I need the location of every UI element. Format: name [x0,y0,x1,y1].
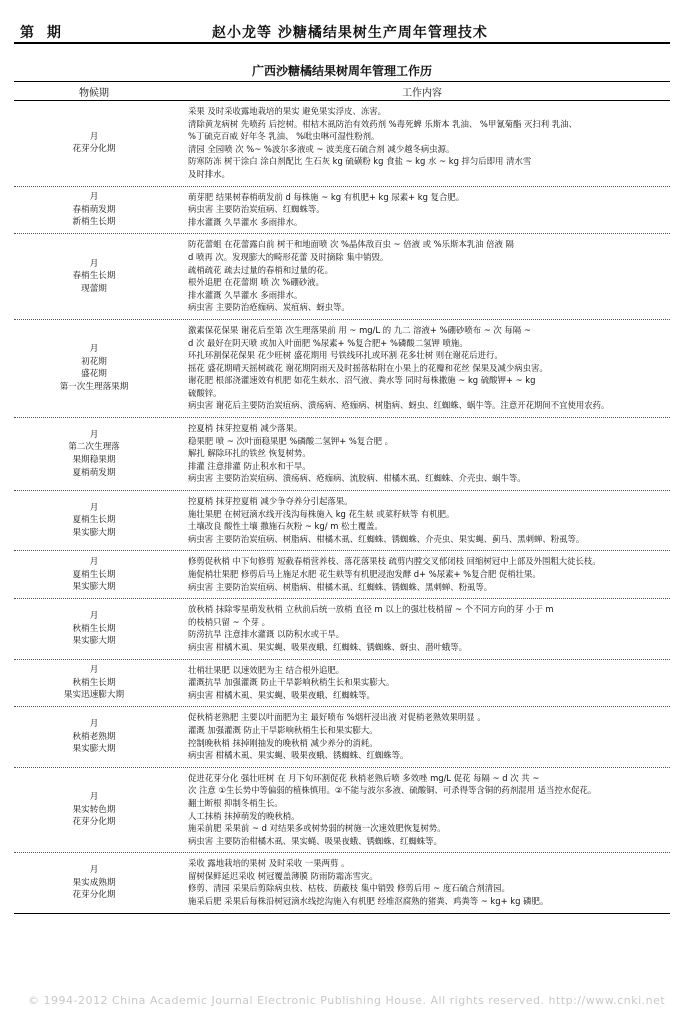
work-item-text: %丁硫克百威 好年冬 乳油、 %吡虫啉可湿性粉剂。 [188,131,380,142]
work-item-text: 控夏梢 抹芽控夏梢 减少落果。 [188,423,303,434]
work-item-text: 病虫害 主要防治炭疽病、溃疡病、疮痂病、流胶病、柑橘木虱、红蜘蛛、介壳虫、蜗牛等。 [188,473,526,484]
phenology-stage-cell [14,707,174,766]
column-header-work: 工作内容 [402,87,442,99]
work-item-text: 修剪促秋梢 中下旬修剪 短截春梢营养枝、落花落果枝 疏剪内膛交叉郁闭枝 回缩树冠中上部及外围粗大徒长枝。 [188,556,601,567]
phenology-stage-cell [14,660,174,707]
stage-label: 盛花期 [81,369,107,380]
stage-label: 春梢萌发期 [72,204,116,215]
table-header-row [14,82,670,101]
phenology-stage-cell [14,768,174,853]
stage-label: 月 [89,192,99,203]
table-row [14,418,670,491]
work-item-text: 次 注意 ①生长势中等偏弱的植株慎用。②不能与波尔多液、硫酸铜、可杀得等含铜的药剂混用 适当控水促花。 [188,785,597,796]
table-row [14,853,670,912]
work-item-text: 根外追肥 在花蕾期 喷 次 %硼砂液。 [188,277,324,288]
work-item-text: 放秋梢 抹除零星萌发秋梢 立秋前后统一放梢 直径 m 以上的强壮枝梢留 ~ 个不同方向的芽 小于 m [188,604,554,615]
work-item-text: 病虫害 柑橘木虱、果实蝇、吸果夜蛾、锈蜘蛛、红蜘蛛等。 [188,750,409,761]
table-title: 广西沙糖橘结果树周年管理工作历 [251,64,432,78]
stage-label: 果实膨大期 [72,744,116,755]
stage-label: 第二次生理落 [68,442,120,453]
running-title: 赵小龙等 沙糖橘结果树生产周年管理技术 [212,25,488,41]
table-row [14,768,670,854]
work-item-text: 采果 及时采收露地栽培的果实 避免果实浮皮、冻害。 [188,106,386,116]
work-item-text: 病虫害 主要防治炭疽病、树脂病、柑橘木虱、红蜘蛛、锈蜘蛛、介壳虫、果实蝇、蓟马、黑刺蝉、粉虱等。 [188,533,585,544]
phenology-stage-cell [14,418,174,490]
phenology-stage-cell [14,599,174,658]
work-item-text: 修剪、清园 采果后剪除病虫枝、枯枝、荫蔽枝 集中销毁 修剪后用 ~ 度石硫合剂清园。 [188,883,510,894]
table-row [14,320,670,418]
work-content-cell [174,187,670,234]
stage-label: 春梢生长期 [72,271,116,282]
work-content-cell [174,707,670,766]
work-item-text: 解扎 解除环扎的铁丝 恢复树势。 [188,448,311,459]
work-item-text: 防涝抗旱 注意排水灌溉 以防积水或干旱。 [188,629,345,640]
work-item-text: 土壤改良 酸性土壤 撒施石灰粉 ~ kg/ m 松土覆盖。 [188,521,383,532]
work-item-text: 排水灌溉 久旱灌水 多雨排水。 [188,289,303,300]
work-item-text: 排灌 注意排灌 防止积水和干旱。 [188,460,311,471]
table-row [14,234,670,320]
work-content-cell [174,768,670,853]
work-item-text: 的枝梢只留 ~ 个芽 。 [188,616,271,627]
stage-label: 月 [89,792,99,803]
stage-label: 现蕾期 [81,283,107,294]
stage-label: 果实转色期 [72,804,116,815]
issue-label: 第 期 [20,25,65,41]
work-item-text: 施采前肥 采果前 ~ d 对结果多或树势弱的树施一次速效肥恢复树势。 [188,823,446,834]
stage-label: 月 [89,502,99,513]
stage-label: 月 [89,344,99,355]
work-item-text: 病虫害 主要防治疮痂病、炭疽病、蚜虫等。 [188,302,350,313]
stage-label: 秋梢生长期 [72,677,116,688]
stage-label: 月 [89,556,99,567]
stage-label: 果实成熟期 [72,877,116,888]
work-content-cell [174,660,670,707]
work-item-text: 病虫害 谢花后主要防治炭疽病、溃疡病、疮痂病、树脂病、蚜虫、红蜘蛛、蜗牛等。注意开花期间不宜使用农药。 [188,400,610,411]
stage-label: 果实膨大期 [72,582,116,593]
phenology-stage-cell [14,187,174,234]
work-item-text: 谢花肥 根部浇灌速效有机肥 如花生麸水、沼气液、粪水等 同时每株撒施 ~ kg 硫酸钾+ ~ kg [188,375,536,386]
work-content-cell [174,599,670,658]
work-item-text: 防花蕾蛆 在花蕾露白前 树干和地面喷 次 %晶体敌百虫 ~ 倍液 或 %乐斯本乳油 倍液 隔 [188,239,514,250]
table-row [14,707,670,767]
stage-label: 夏梢生长期 [72,515,116,526]
table-row [14,660,670,708]
stage-label: 月 [89,865,99,876]
stage-label: 月 [89,429,99,440]
stage-label: 月 [89,610,99,621]
stage-label: 秋梢老熟期 [72,731,116,742]
work-item-text: 控夏梢 抹芽控夏梢 减少争夺养分引起落果。 [188,496,353,507]
work-item-text: 病虫害 柑橘木虱、果实蝇、吸果夜蛾、红蜘蛛、锈蜘蛛、蚜虫、潜叶蛾等。 [188,641,468,652]
work-item-text: 病虫害 主要防治炭疽病、树脂病、柑橘木虱、红蜘蛛、锈蜘蛛、黑刺蝉、粉虱等。 [188,581,493,592]
work-item-text: 及时排水。 [188,168,230,179]
work-content-cell [174,853,670,912]
stage-label: 第一次生理落果期 [59,382,129,393]
stage-label: 果期稳果期 [72,455,116,466]
stage-label: 夏梢生长期 [72,569,116,580]
work-content-cell [174,491,670,550]
work-item-text: 稳果肥 喷 ~ 次叶面稳果肥 %磷酸二氢钾+ %复合肥 。 [188,435,394,446]
stage-label: 秋梢生长期 [72,623,116,634]
phenology-stage-cell [14,853,174,912]
work-content-cell [174,418,670,490]
stage-label: 月 [89,131,99,142]
table-row [14,599,670,659]
work-content-cell [174,234,670,319]
work-item-text: 控制晚秋梢 抹掉刚抽发的晚秋梢 减少养分的消耗。 [188,737,378,748]
stage-label: 月 [89,719,99,730]
table-row [14,101,670,187]
column-header-stage: 物候期 [79,87,109,99]
work-item-text: 排水灌溉 久旱灌水 多雨排水。 [188,216,303,227]
work-item-text: 疏梢疏花 疏去过量的春梢和过量的花。 [188,264,334,275]
table-row [14,187,670,235]
phenology-stage-cell [14,101,174,186]
work-item-text: 施促梢壮果肥 修剪后马上施足水肥 花生麸等有机肥浸泡发酵 d+ %尿素+ %复合肥 促梢壮果。 [188,569,541,579]
stage-label: 花芽分化期 [72,817,116,828]
work-content-cell [174,320,670,417]
stage-label: 月 [89,665,99,676]
work-item-text: 施壮果肥 在树冠滴水线开浅沟每株施入 kg 花生麸 或菜籽麸等 有机肥。 [188,508,455,519]
phenology-stage-cell [14,234,174,319]
page-header [14,22,670,44]
work-item-text: 清除黄龙病树 先喷药 后挖树。柑桔木虱防治有效药剂 %毒死蜱 乐斯本 乳油、 %甲氰菊酯 灭扫利 乳油、 [188,118,577,129]
stage-label: 果实膨大期 [72,528,116,539]
work-item-text: 人工抹梢 抹掉萌发的晚秋梢。 [188,810,300,821]
work-item-text: 促秋梢老熟肥 主要以叶面肥为主 最好喷布 %烟杆浸出液 对促梢老熟效果明显 。 [188,712,486,723]
phenology-stage-cell [14,320,174,417]
work-item-text: 硫酸锌。 [188,387,222,398]
work-item-text: 萌芽肥 结果树春梢萌发前 d 每株施 ~ kg 有机肥+ kg 尿素+ kg 复合肥。 [188,191,465,202]
work-item-text: 环扎环割保花保果 花少旺树 盛花期用 号铁线环扎或环割 花多壮树 则在谢花后进行。 [188,350,503,361]
stage-label: 花芽分化期 [72,144,116,155]
phenology-stage-cell [14,551,174,598]
work-item-text: 病虫害 柑橘木虱、果实蝇、吸果夜蛾、红蜘蛛等。 [188,689,375,700]
work-item-text: d 喷再 次。发现膨大的畸形花蕾 及时摘除 集中销毁。 [188,251,389,262]
phenology-stage-cell [14,491,174,550]
work-item-text: 病虫害 主要防治柑橘木虱、果实蝇、吸果夜蛾、锈蜘蛛、红蜘蛛等。 [188,835,442,846]
work-item-text: d 次 最好在阴天喷 或加入叶面肥 %尿素+ %复合肥+ %磷酸二氢钾 喷施。 [188,337,468,348]
stage-label: 初花期 [81,356,107,367]
table-row [14,491,670,551]
work-item-text: 防寒防冻 树干涂白 涂白剂配比 生石灰 kg 硫磺粉 kg 食盐 ~ kg 水 ~ kg 拌匀后即用 清水雪 [188,156,532,167]
copyright-watermark: © 1994-2012 China Academic Journal Electronic Publishing House. All rights reserved. http://www.cnki.net [28,994,666,1007]
table-row [14,551,670,599]
work-item-text: 摇花 盛花期晴天摇树疏花 谢花期阴雨天及时摇落粘附在小果上的花瓣和花丝 保果及减少病虫害。 [188,362,548,373]
stage-label: 夏梢萌发期 [72,467,116,478]
work-item-text: 灌溉 加强灌溉 防止干旱影响秋梢生长和果实膨大。 [188,724,378,735]
work-item-text: 留树保鲜延迟采收 树冠覆盖薄膜 防雨防霜冻雪灾。 [188,870,378,881]
work-item-text: 灌溉抗旱 加强灌溉 防止干旱影响秋梢生长和果实膨大。 [188,677,395,688]
work-item-text: 病虫害 主要防治炭疽病、红蜘蛛等。 [188,204,325,215]
work-item-text: 促进花芽分化 强壮旺树 在 月下旬环割促花 秋梢老熟后喷 多效唑 mg/L 促花 每隔 ~ d 次 共 ~ [188,772,540,783]
stage-label: 月 [89,258,99,269]
work-item-text: 激素保花保果 谢花后至第 次生理落果前 用 ~ mg/L 的 九二 溶液+ %硼砂喷布 ~ 次 每隔 ~ [188,324,531,335]
work-item-text: 施采后肥 采果后每株沿树冠滴水线挖沟施入有机肥 经堆沤腐熟的猪粪、鸡粪等 ~ kg+ kg 磷肥。 [188,896,549,907]
work-content-cell [174,101,670,186]
table-body [14,101,670,913]
stage-label: 果实迅速膨大期 [63,690,125,701]
work-calendar-table [14,81,670,914]
work-item-text: 采收 露地栽培的果树 及时采收 一果两剪 。 [188,858,350,869]
work-content-cell [174,551,670,598]
work-item-text: 清园 全园喷 次 %~ %波尔多液或 ~ 波美度石硫合剂 减少越冬病虫源。 [188,143,455,154]
stage-label: 花芽分化期 [72,890,116,901]
stage-label: 新梢生长期 [72,217,116,228]
work-item-text: 壮梢壮果肥 以速效肥为主 结合根外追肥。 [188,664,345,675]
work-item-text: 翻土断根 抑制冬梢生长。 [188,797,283,808]
stage-label: 果实膨大期 [72,636,116,647]
